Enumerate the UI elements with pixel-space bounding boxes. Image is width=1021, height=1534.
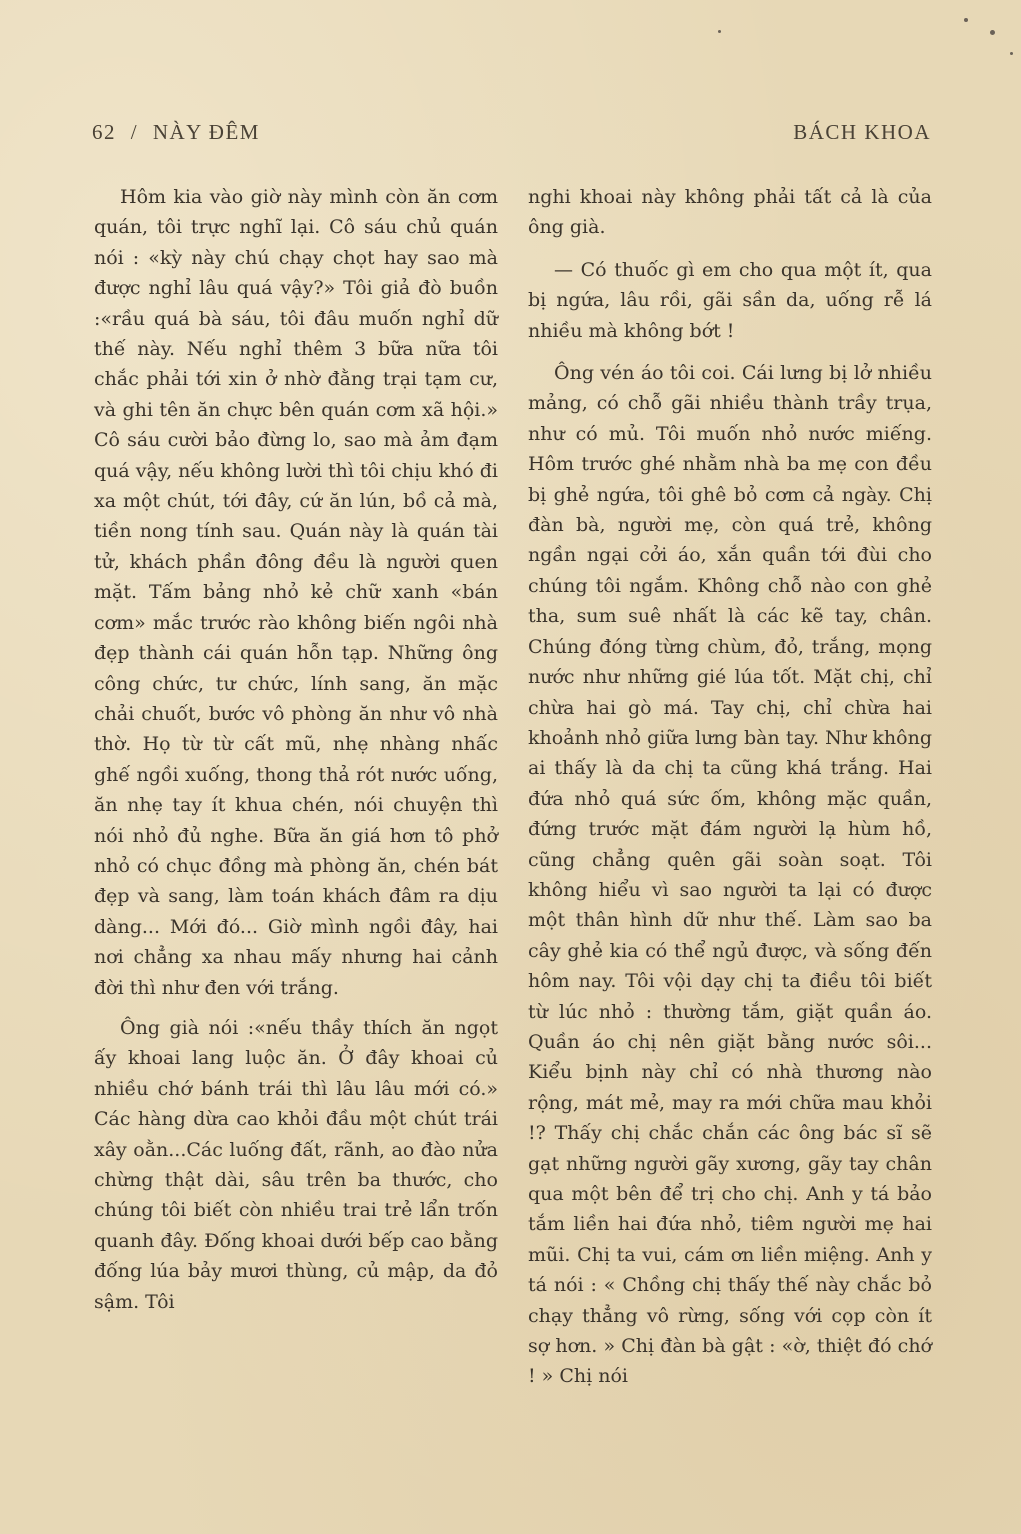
page-number: 62	[92, 119, 116, 144]
page-header	[92, 112, 931, 152]
left-column	[94, 182, 498, 1432]
paragraph: Ông già nói :«nếu thầy thích ăn ngọt ấy khoai lang luộc ăn. Ở đây khoai củ nhiều chớ bánh trái thì lâu lâu mới có.» Các hàng dừa cao khỏi đầu một chút trái xây oằn...Các luống đất, rãnh, ao đào nửa chừng thật dài, sâu trên ba thước, cho chúng tôi biết còn nhiều trai trẻ lẩn trốn quanh đây. Đống khoai dưới bếp cao bằng đống lúa bảy mươi thùng, củ mập, da đỏ sậm. Tôi	[94, 1016, 498, 1313]
paper-speck	[964, 18, 968, 22]
paper-speck	[1010, 52, 1013, 55]
paper-speck	[718, 30, 721, 33]
running-head-left	[92, 120, 268, 145]
article-body	[94, 182, 932, 1432]
header-separator: /	[130, 119, 139, 144]
paper-speck	[990, 30, 995, 35]
right-column	[528, 182, 932, 1432]
paragraph: nghi khoai này không phải tất cả là của ông già.	[528, 186, 932, 239]
paragraph: Ông vén áo tôi coi. Cái lưng bị lở nhiều mảng, có chỗ gãi nhiều thành trầy trụa, như có mủ. Tôi muốn nhỏ nước miếng. Hôm trước ghé nhằm nhà ba mẹ con đều bị ghẻ ngứa, tôi ghê bỏ cơm cả ngày. Chị đàn bà, người mẹ, còn quá trẻ, không ngần ngại cởi áo, xắn quần tới đùi cho chúng tôi ngắm. Không chỗ nào con ghẻ tha, sum suê nhất là các kẽ tay, chân. Chúng đóng từng chùm, đỏ, trắng, mọng nước như những gié lúa tốt. Mặt chị, chỉ chừa hai gò má. Tay chị, chỉ chừa hai khoảnh nhỏ giữa lưng bàn tay. Như không ai thấy là da chị ta cũng khá trắng. Hai đứa nhỏ quá sức ốm, không mặc quần, đứng trước mặt đám người lạ hùm hồ, cũng chẳng quên gãi soàn soạt. Tôi không hiểu vì sao người ta lại có được một thân hình dữ như thế. Làm sao ba cây ghẻ kia có thể ngủ được, và sống đến hôm nay. Tôi vội dạy chị ta điều tôi biết từ lúc nhỏ : thường tắm, giặt quần áo. Quần áo chị nên giặt bằng nước sôi... Kiểu bịnh này chỉ có nhà thương nào rộng, mát mẻ, may ra mới chữa mau khỏi !? Thấy chị chắc chắn các ông bác sĩ sẽ gạt những người gãy xương, gãy tay chân qua một bên để trị cho chị. Anh y tá bảo tắm liền hai đứa nhỏ, tiêm người mẹ hai mũi. Chị ta vui, cám ơn liền miệng. Anh y tá nói : « Chồng chị thấy thế này chắc bỏ chạy thẳng vô rừng, sống với cọp còn ít sợ hơn. » Chị đàn bà gật : «ờ, thiệt đó chớ ! » Chị nói	[528, 362, 932, 1388]
paragraph: Hôm kia vào giờ này mình còn ăn cơm quán, tôi trực nghĩ lại. Cô sáu chủ quán nói : «kỳ này chú chạy chọt hay sao mà được nghỉ lâu quá vậy?» Tôi giả đò buồn :«rầu quá bà sáu, tôi đâu muốn nghỉ dữ thế này. Nếu nghỉ thêm 3 bữa nữa tôi chắc phải tới xin ở nhờ đằng trại tạm cư, và ghi tên ăn chực bên quán cơm xã hội.» Cô sáu cười bảo đừng lo, sao mà ảm đạm quá vậy, nếu không lười thì tôi chịu khó đi xa một chút, tới đây, cứ ăn lún, bồ cả mà, tiền nong tính sau. Quán này là quán tài tử, khách phần đông đều là người quen mặt. Tấm bảng nhỏ kẻ chữ xanh «bán cơm» mắc trước rào không biến ngôi nhà đẹp thành cái quán hỗn tạp. Những ông công chức, tư chức, lính sang, ăn mặc chải chuốt, bước vô phòng ăn như vô nhà thờ. Họ từ từ cất mũ, nhẹ nhàng nhấc ghế ngồi xuống, thong thả rót nước uống, ăn nhẹ tay ít khua chén, nói chuyện thì nói nhỏ đủ nghe. Bữa ăn giá hơn tô phở nhỏ có chục đồng mà phòng ăn, chén bát đẹp và sang, làm toán khách đâm ra dịu dàng... Mới đó... Giờ mình ngồi đây, hai nơi chẳng xa nhau mấy nhưng hai cảnh đời thì như đen với trắng.	[94, 186, 498, 999]
magazine-name: BÁCH KHOA	[793, 119, 931, 144]
paragraph: — Có thuốc gì em cho qua một ít, qua bị ngứa, lâu rồi, gãi sần da, uống rễ lá nhiều mà không bớt !	[528, 258, 932, 342]
section-title: NÀY ĐÊM	[152, 119, 260, 144]
